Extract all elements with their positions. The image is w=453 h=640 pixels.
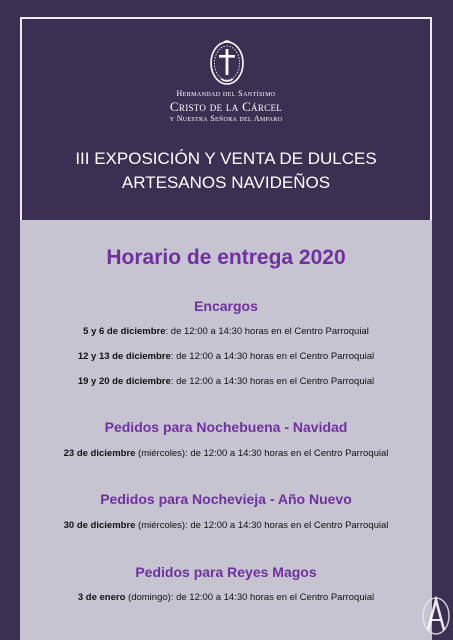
schedule-detail: (miércoles): de 12:00 a 14:30 horas en el Centro Parroquial <box>135 520 389 531</box>
schedule-date: 3 de enero <box>77 592 126 603</box>
org-name-line1: Hermandad del Santísimo <box>176 89 276 98</box>
schedule-detail: (miércoles): de 12:00 a 14:30 horas en el Centro Parroquial <box>135 448 389 459</box>
schedule-heading: Horario de entrega 2020 <box>106 246 346 269</box>
schedule-date: 12 y 13 de diciembre <box>77 351 171 362</box>
schedule-detail: : de 12:00 a 14:30 horas en el Centro Parroquial <box>170 351 375 362</box>
schedule-date: 19 y 20 de diciembre <box>77 376 171 387</box>
schedule-line <box>20 351 432 362</box>
schedule-line <box>20 592 432 603</box>
schedule-line <box>20 520 432 531</box>
schedule-date: 30 de diciembre <box>63 520 136 531</box>
schedule-line <box>20 326 432 337</box>
section-title-nochebuena: Pedidos para Nochebuena - Navidad <box>104 419 348 435</box>
schedule-panel <box>20 220 432 640</box>
section-title-nochevieja: Pedidos para Nochevieja - Año Nuevo <box>100 491 352 507</box>
schedule-date: 23 de diciembre <box>63 448 136 459</box>
watermark-logo-icon <box>416 592 452 638</box>
org-name-line3: y Nuestra Señora del Amparo <box>169 114 283 123</box>
poster <box>20 17 432 640</box>
event-title-line1: III EXPOSICIÓN Y VENTA DE DULCES <box>75 149 377 168</box>
schedule-line <box>20 448 432 459</box>
event-title <box>22 147 430 195</box>
org-name-line2: Cristo de la Cárcel <box>169 99 283 114</box>
brotherhood-cross-emblem-icon <box>208 39 246 87</box>
schedule-detail: (domingo): de 12:00 a 14:30 horas en el Centro Parroquial <box>125 592 375 603</box>
schedule-line <box>20 376 432 387</box>
schedule-date: 5 y 6 de diciembre <box>83 326 166 337</box>
section-title-encargos: Encargos <box>194 298 258 314</box>
schedule-detail: : de 12:00 a 14:30 horas en el Centro Parroquial <box>170 376 375 387</box>
poster-header <box>20 17 432 220</box>
schedule-detail: : de 12:00 a 14:30 horas en el Centro Parroquial <box>165 326 369 337</box>
event-title-line2: ARTESANOS NAVIDEÑOS <box>121 173 331 192</box>
section-title-reyes: Pedidos para Reyes Magos <box>135 564 317 580</box>
